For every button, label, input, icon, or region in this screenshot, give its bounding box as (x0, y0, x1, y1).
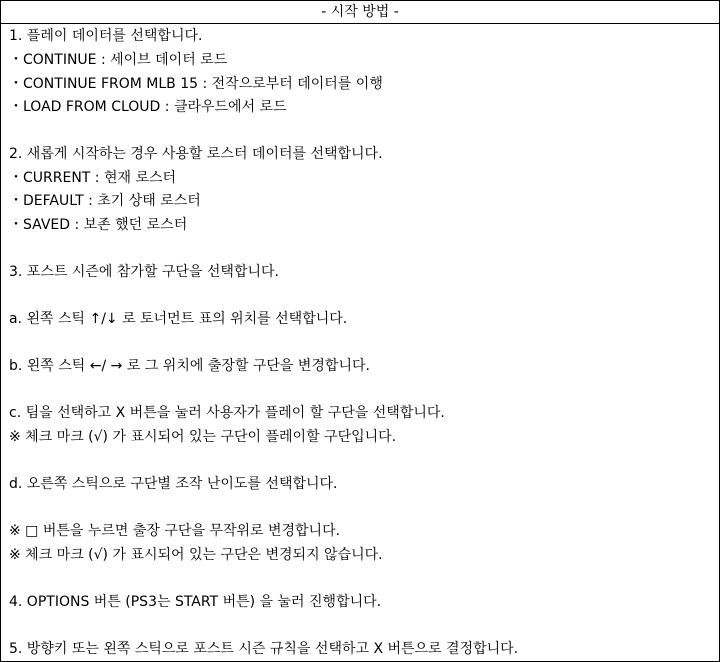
note-check-mark-play: ※ 체크 마크 (√) 가 표시되어 있는 구단이 플레이할 구단입니다. (9, 429, 397, 445)
step-3b: b. 왼쪽 스틱 ←/ → 로 그 위치에 출장할 구단을 변경합니다. (9, 358, 370, 374)
step-2-heading: 2. 새롭게 시작하는 경우 사용할 로스터 데이터를 선택합니다. (9, 146, 383, 162)
option-continue: ・CONTINUE : 세이브 데이터 로드 (9, 52, 228, 68)
roster-saved: ・SAVED : 보존 했던 로스터 (9, 217, 188, 233)
step-1-heading: 1. 플레이 데이터를 선택합니다. (9, 28, 203, 44)
option-continue-from-mlb15: ・CONTINUE FROM MLB 15 : 전작으로부터 데이터를 이행 (9, 76, 383, 92)
step-3-heading: 3. 포스트 시즌에 참가할 구단을 선택합니다. (9, 264, 279, 280)
step-3a: a. 왼쪽 스틱 ↑/↓ 로 토너먼트 표의 위치를 선택합니다. (9, 311, 348, 327)
step-5: 5. 방향키 또는 왼쪽 스틱으로 포스트 시즌 규칙을 선택하고 X 버튼으로 결정합니다. (9, 641, 519, 657)
note-check-mark-fixed: ※ 체크 마크 (√) 가 표시되어 있는 구단은 변경되지 않습니다. (9, 547, 383, 563)
instructions-body (1, 24, 719, 661)
note-square-button: ※ □ 버튼을 누르면 출장 구단을 무작위로 변경합니다. (9, 523, 341, 539)
section-title: - 시작 방법 - (1, 1, 719, 24)
step-4: 4. OPTIONS 버튼 (PS3는 START 버튼) 을 눌러 진행합니다. (9, 594, 382, 610)
step-3d: d. 오른쪽 스틱으로 구단별 조작 난이도를 선택합니다. (9, 476, 338, 492)
roster-default: ・DEFAULT : 초기 상태 로스터 (9, 193, 201, 209)
option-load-from-cloud: ・LOAD FROM CLOUD : 클라우드에서 로드 (9, 99, 287, 115)
roster-current: ・CURRENT : 현재 로스터 (9, 170, 177, 186)
step-3c: c. 팀을 선택하고 X 버튼을 눌러 사용자가 플레이 할 구단을 선택합니다. (9, 405, 445, 421)
